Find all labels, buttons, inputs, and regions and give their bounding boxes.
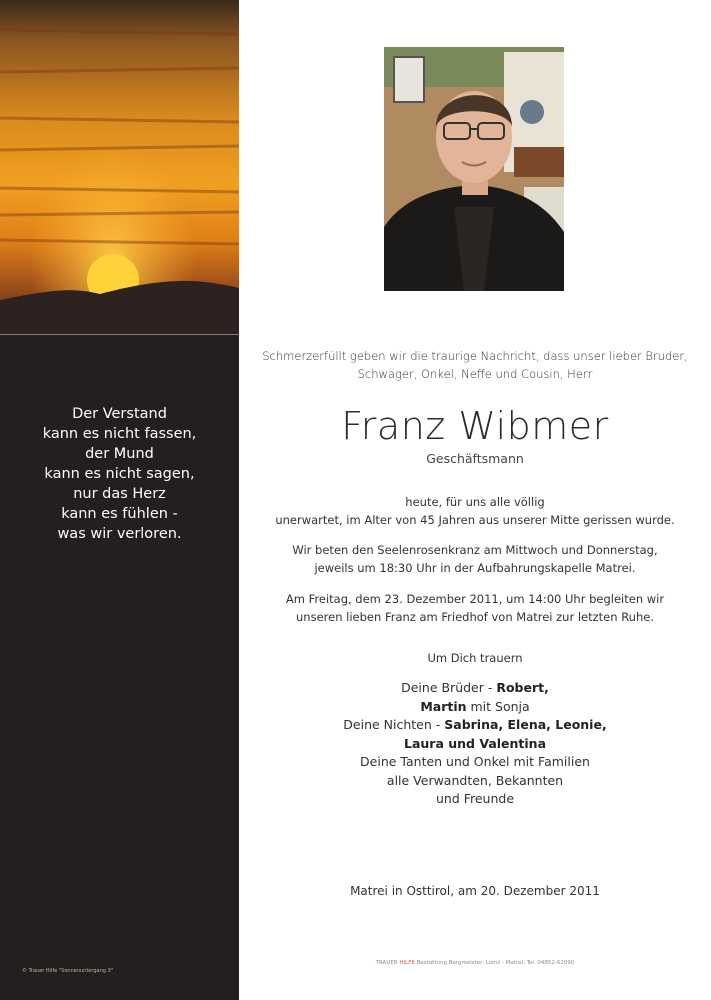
- sunset-image: [0, 0, 239, 335]
- mourners-heading: Um Dich trauern: [427, 651, 523, 665]
- family-nieces-line: [239, 716, 711, 735]
- nieces-names: Sabrina, Elena, Leonie,: [444, 717, 607, 732]
- left-panel: [0, 0, 239, 1000]
- rosary-line: jeweils um 18:30 Uhr in der Aufbahrungskapelle Matrei.: [314, 561, 636, 575]
- nieces-prefix: Deine Nichten -: [343, 717, 445, 732]
- footer-text: Bestattung Bergmeister, Lienz - Matrei, Tel. 04852-62090: [416, 960, 575, 966]
- poem-line: kann es nicht sagen,: [44, 466, 195, 482]
- notice-line: unerwartet, im Alter von 45 Jahren aus unserer Mitte gerissen wurde.: [275, 513, 675, 527]
- place-date: Matrei in Osttirol, am 20. Dezember 2011: [350, 884, 600, 898]
- intro-line: Schwager, Onkel, Neffe und Cousin, Herr: [357, 367, 593, 381]
- funeral-notice: [239, 590, 711, 626]
- with-text: mit Sonja: [466, 698, 530, 714]
- footer-brand: [376, 960, 415, 966]
- brothers-prefix: Deine Brüder -: [401, 680, 497, 695]
- family-relatives-line: alle Verwandten, Bekannten: [386, 772, 564, 788]
- funeral-line: unseren lieben Franz am Friedhof von Matrei zur letzten Ruhe.: [296, 610, 654, 624]
- deceased-profession: Geschäftsmann: [426, 451, 524, 466]
- family-nieces-line2: [239, 735, 711, 754]
- intro-line: Schmerzerfüllt geben wir die traurige Nachricht, dass unser lieber Bruder,: [262, 349, 688, 363]
- family-brother2-line: [239, 698, 711, 717]
- footer: [239, 959, 711, 967]
- poem-line: kann es fühlen -: [61, 506, 178, 522]
- brand-part: HILFE: [399, 960, 415, 966]
- poem-line: kann es nicht fassen,: [42, 426, 197, 442]
- family-list: [239, 679, 711, 809]
- family-friends-line: und Freunde: [435, 791, 515, 806]
- nieces-names: Laura und Valentina: [403, 735, 547, 751]
- brand-part: TRAUER: [375, 960, 398, 966]
- intro-text: [239, 347, 711, 383]
- poem-line: der Mund: [85, 446, 154, 462]
- poem: [0, 404, 239, 544]
- brother-name: Robert,: [496, 680, 549, 695]
- brother-name: Martin: [420, 698, 467, 714]
- portrait-photo: [384, 47, 564, 291]
- rosary-line: Wir beten den Seelenrosenkranz am Mittwoch und Donnerstag,: [292, 543, 658, 557]
- death-notice: [239, 493, 711, 529]
- image-copyright: © Trauer Hilfe "Sonnenuntergang 3": [22, 968, 113, 974]
- notice-line: heute, für uns alle völlig: [405, 495, 545, 509]
- poem-line: was wir verloren.: [57, 526, 182, 542]
- poem-line: nur das Herz: [73, 486, 166, 502]
- family-aunts-line: Deine Tanten und Onkel mit Familien: [360, 754, 590, 769]
- poem-line: Der Verstand: [72, 406, 167, 422]
- funeral-line: Am Freitag, dem 23. Dezember 2011, um 14:00 Uhr begleiten wir: [285, 592, 665, 606]
- family-brothers-line: [239, 679, 711, 698]
- divider: [0, 334, 239, 335]
- deceased-name: Franz Wibmer: [341, 404, 609, 448]
- rosary-notice: [239, 541, 711, 577]
